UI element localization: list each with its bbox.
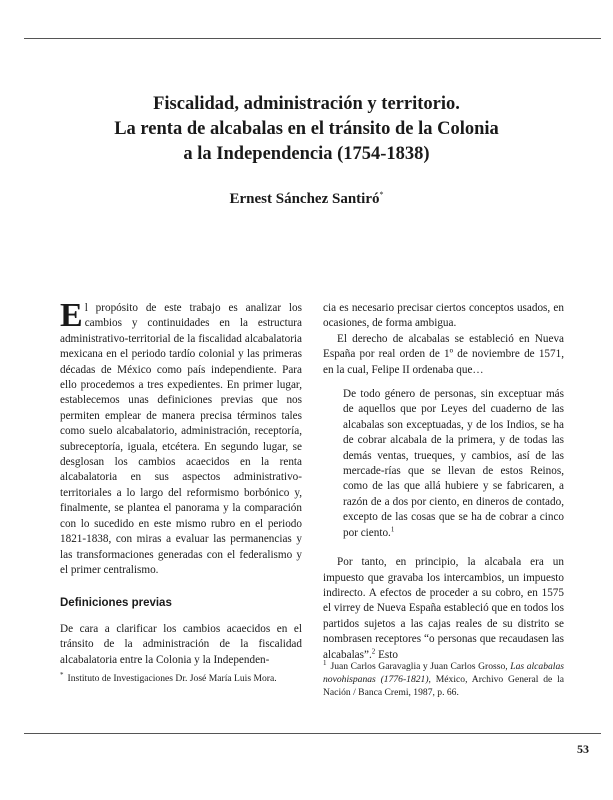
intro-paragraph bbox=[60, 297, 302, 578]
article-title bbox=[30, 92, 583, 167]
footnote-1-text: Juan Carlos Garavaglia y Juan Carlos Grosso, bbox=[330, 661, 511, 672]
right-column bbox=[323, 301, 564, 663]
footnote-author-text: Instituto de Investigaciones Dr. José María Luis Mora. bbox=[67, 673, 277, 684]
title-line-3: a la Independencia (1754-1838) bbox=[183, 144, 430, 164]
bottom-rule bbox=[24, 733, 601, 734]
footnote-1-mark: 1 bbox=[323, 658, 327, 667]
paragraph-3-text: Por tanto, en principio, la alcabala era un impuesto que gravaba los intercambios, un impuesto indirecto. A efectos de proceder a su cobro, en 1575 el virrey de Nueva España estableció que en todos los partidos sujetos a las cajas reales de su distrito se nombrasen receptores “o personas que recaudasen las alcabalas”. bbox=[323, 556, 564, 661]
quote-text: De todo género de personas, sin exceptuar más de aquellos que por Leyes del cuaderno de las alcabalas son exceptuadas, y de los Indios, se ha de cobrar alcabala de la primera, y de todas las demás ventas, trueques, y cambios, así de las mercade-rías que se llevan de estos Reinos, como de las que allá hubiere y se fabricaren, a razón de a dos por ciento, en dineros de contado, excepto de las cosas que se ha de cobrar a cinco por ciento. bbox=[343, 388, 564, 539]
block-quote bbox=[343, 387, 564, 541]
top-rule bbox=[24, 38, 601, 39]
page-number: 53 bbox=[577, 742, 589, 756]
paragraph-1: cia es necesario precisar ciertos conceptos usados, en ocasiones, de forma ambigua. bbox=[323, 302, 564, 330]
title-line-1: Fiscalidad, administración y territorio. bbox=[153, 94, 460, 114]
title-line-2: La renta de alcabalas en el tránsito de la Colonia bbox=[114, 119, 499, 139]
section-heading: Definiciones previas bbox=[60, 597, 172, 610]
paragraph-3-note-ref[interactable]: 2 bbox=[371, 646, 376, 655]
footnote-1-book-title: Las alcabalas novohispanas (1776-1821) bbox=[323, 661, 564, 685]
section-paragraph: De cara a clarificar los cambios acaecidos en el tránsito de la administración de la fiscalidad alcabalatoria entre la Colonia y la Independen- bbox=[60, 622, 302, 666]
footnote-author bbox=[60, 672, 302, 685]
footnote-1-text-end: , México, Archivo General de la Nación / Banca Cremi, 1987, p. 66. bbox=[323, 674, 564, 698]
author-line bbox=[30, 190, 583, 208]
footnote-1 bbox=[323, 660, 564, 699]
left-column bbox=[60, 297, 302, 668]
author-name: Ernest Sánchez Santiró bbox=[229, 191, 380, 207]
drop-cap: E bbox=[60, 297, 83, 334]
intro-text: l propósito de este trabajo es analizar los cambios y continuidades en la estructura administrativo-territorial de la fiscalidad alcabalatoria mexicana en el periodo tardío colonial y las primeras décadas de México como país independiente. Para ello procedemos a tres expedientes. En primer lugar, establecemos unas definiciones previas que nos permiten emplear de manera precisa términos tales como suelo alcabalatorio, administración, receptoría, subreceptoría, iguala, etcétera. En segundo lugar, se desglosan los cambios acaecidos en la renta alcabalatoria en sus aspectos administrativo-territoriales a lo largo del reformismo borbónico y, finalmente, se plantea el panorama y la comparación con lo sucedido en este mismo rubro en el periodo 1821-1838, con miras a evaluar las permanencias y las transformaciones generadas con el federalismo y el primer centralismo. bbox=[60, 302, 302, 576]
author-note-mark[interactable]: * bbox=[379, 190, 384, 199]
quote-note-ref[interactable]: 1 bbox=[390, 524, 395, 533]
paragraph-2: El derecho de alcabalas se estableció en Nueva España por real orden de 1º de noviembre de 1571, en la cual, Felipe II ordenaba que… bbox=[323, 332, 564, 376]
footnote-author-mark: * bbox=[60, 670, 64, 679]
paragraph-3 bbox=[323, 555, 564, 663]
paragraph-3-tail: Esto bbox=[375, 648, 398, 661]
